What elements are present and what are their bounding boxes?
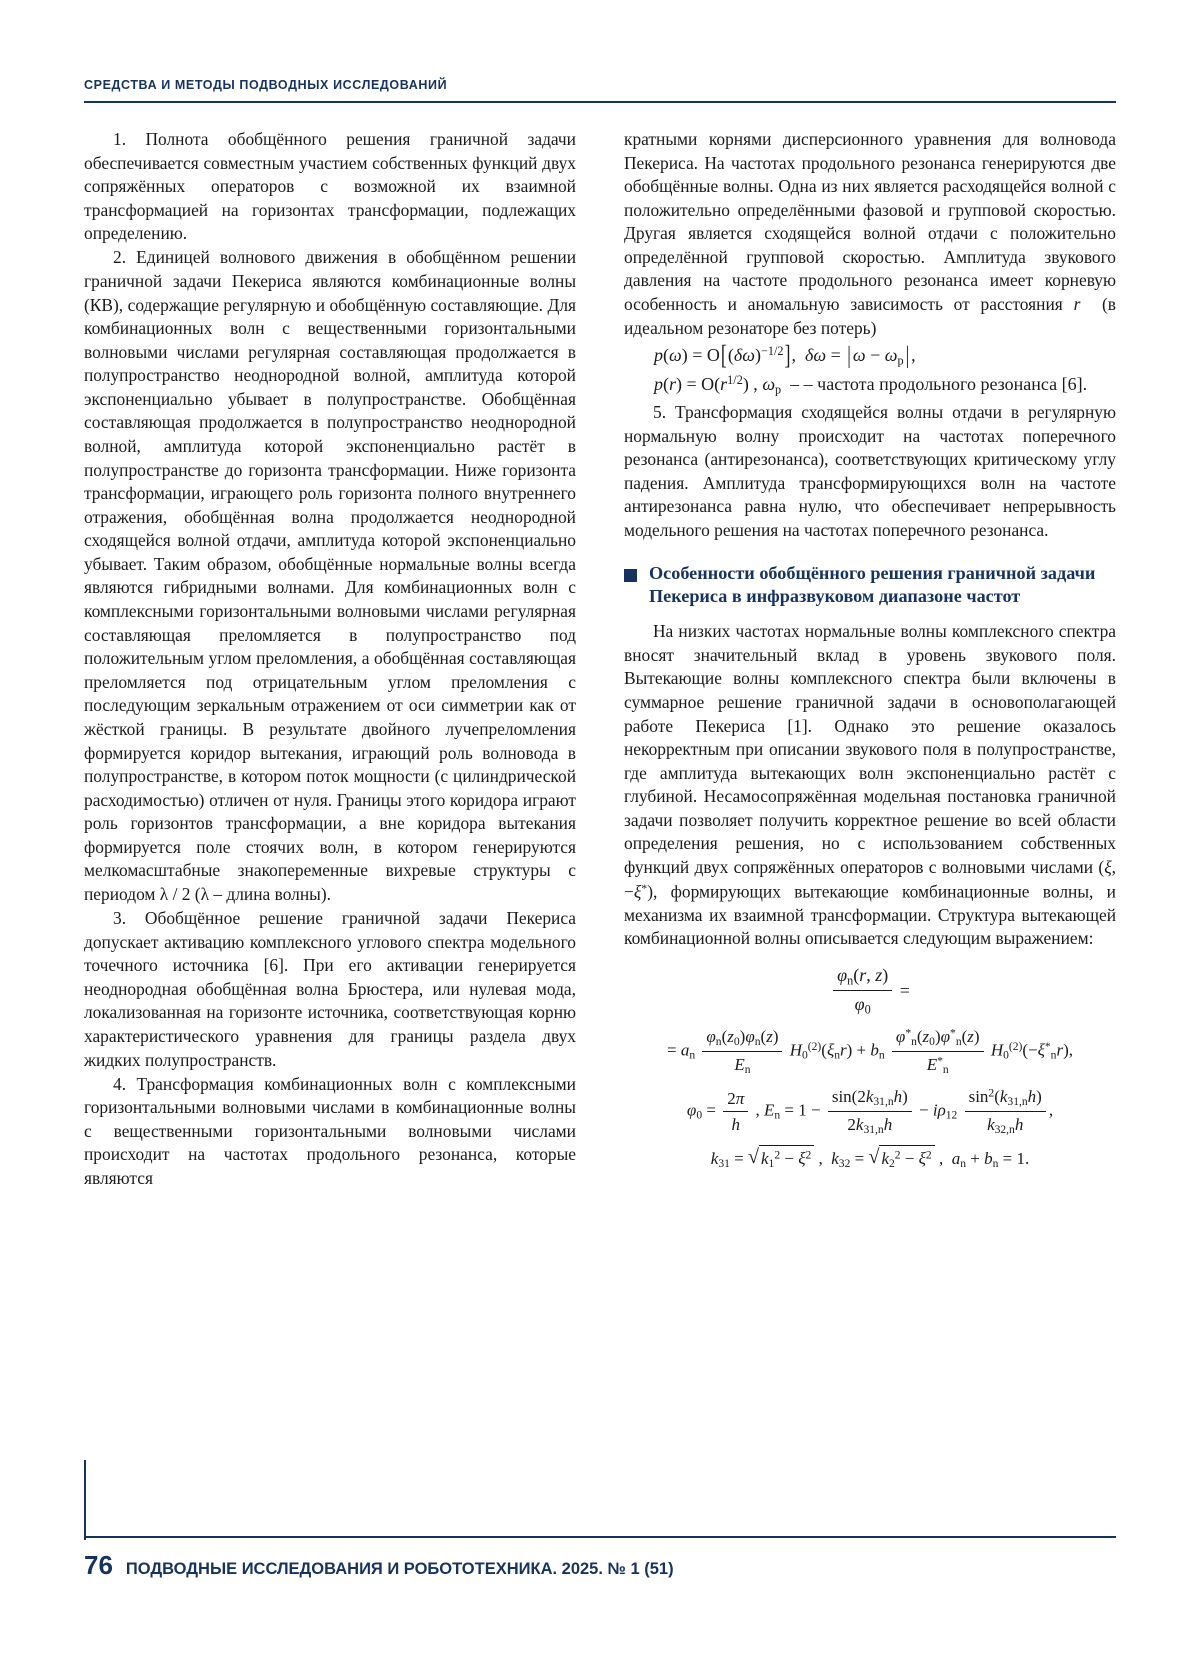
formula-phi-ratio: $\frac{\varphi_n(r, z)}{\varphi_0}$ = [624,963,1116,1018]
formula-main-expansion: = $a_n$ $\frac{\varphi_n(z_0)\varphi_n(z)}{E_n}$ $H_0^{(2)}(\xi_nr) + b_n$ $\frac{\varphi^*_n(z_0)\varphi^*_n(z)}{E^*_n}$ $H_0^{(2)}(-\xi^*_nr)$, [667,1026,1073,1077]
footer-side-rule [84,1460,86,1540]
formula-phi0-En: $\varphi_0$ = $\frac{2\pi}{h}$ , $E_n = 1$ − $\frac{\sin(2k_{31,n}h)}{2k_{31,n}h}$ − $i\rho_{12}$ $\frac{\sin^2(k_{31,n}h)}{k_{32,n}h}$ , [686,1086,1054,1136]
formula-amplitude: $p(\omega) = O[(\delta\omega)^{-1/2}]$, δω = | $\omega - \omega_p$ | , [654,340,916,371]
section-heading-text: Особенности обобщённого решения граничной задачи Пекериса в инфразвуковом диапазоне частот [649,562,1096,606]
formula-k31-k32: $k_{31}$ = √ $k_1^2 - \xi^2$ , $k_{32}$ = √ $k_2^2 - \xi^2$ , $a_n + b_n = 1$. [624,1145,1116,1172]
paragraph-text-tail: , формирующих вытекающие комбинационные волны, и механизма их взаимной трансформации. Структура вытекающей комбинационной волны описывается следующим выражением: [624,881,1116,949]
page-number: 76 [84,1550,113,1580]
paragraph-text-tail: (в идеальном резонаторе без потерь) [624,294,1116,338]
paragraph: 1. Полнота обобщённого решения граничной задачи обеспечивается совместным участием собственных функций двух сопряжённых операторов с возможной их взаимной трансформацией на горизонтах трансформации, подлежащих определению. [84,129,576,244]
right-column [624,128,1116,1178]
running-head: СРЕДСТВА И МЕТОДЫ ПОДВОДНЫХ ИССЛЕДОВАНИЙ [84,78,448,92]
paragraph: 5. Трансформация сходящейся волны отдачи в регулярную нормальную волну происходит на частотах поперечного резонанса (антирезонанса), соответствующих критическому углу падения. Амплитуда трансформирующихся волн на частоте антирезонанса равна нулю, что обеспечивает непрерывность модельного решения на частотах поперечного резонанса. [624,402,1116,541]
footer-divider [84,1536,1116,1538]
paragraph: 4. Трансформация комбинационных волн с комплексными горизонтальными волновыми числами в комбинационные волны с вещественными горизонтальными волновыми числами происходит на частотах продольного резонанса, которые являются [84,1073,576,1188]
paragraph: кратными корнями дисперсионного уравнения для волновода Пекериса. На частотах продольного резонанса генерируются две обобщённые волны. Одна из них является расходящейся волной с положительно определёнными фазовой и групповой скоростью. Другая является сходящейся волной отдачи с положительно определённой групповой скоростью. Амплитуда звукового давления на частоте продольного резонанса имеет корневую особенность и аномальную зависимость от расстояния r (в идеальном резонаторе без потерь) [624,129,1116,338]
paragraph-text: кратными корнями дисперсионного уравнения для волновода Пекериса. На частотах продольного резонанса генерируются две обобщённые волны. Одна из них является расходящейся волной с положительно определёнными фазовой и групповой скоростью. Другая является сходящейся волной отдачи с положительно определённой групповой скоростью. Амплитуда звукового давления на частоте продольного резонанса имеет корневую особенность и аномальную зависимость от расстояния [624,129,1116,315]
formula-caption: – частота продольного резонанса [6]. [803,374,1088,395]
paragraph: 3. Обобщённое решение граничной задачи Пекериса допускает активацию комплексного углового спектра модельного точечного источника [6]. При его активации генерируется неоднородная обобщённая волна Брюстера, или нулевая мода, локализованная на горизонте источника, соответствующая корню характеристического уравнения для границы раздела двух жидких полупространств. [84,908,576,1070]
section-heading [624,562,1116,609]
header-divider [84,101,1116,103]
paragraph: На низких частотах нормальные волны комплексного спектра вносят значительный вклад в уровень звукового поля. Вытекающие волны комплексного спектра были включены в суммарное решение граничной задачи в основополагающей работе Пекериса [1]. Однако это решение оказалось некорректным при описании звукового поля в полупространстве, где амплитуда вытекающих волн экспоненциально растёт с глубиной. Несамосопряжённая модельная постановка граничной задачи позволяет получить корректное решение во всей области определения решения, но с использованием собственных функций двух сопряжённых операторов с волновыми числами (ξ, −ξ*), формирующих вытекающие комбинационные волны, и механизма их взаимной трансформации. Структура вытекающей комбинационной волны описывается следующим выражением: [624,621,1116,949]
paragraph: 2. Единицей волнового движения в обобщённом решении граничной задачи Пекериса являются комбинационные волны (КВ), содержащие регулярную и обобщённую составляющие. Для комбинационных волн с вещественными горизонтальными волновыми числами регулярная составляющая продолжается в полупространство неоднородной волной, амплитуда которой экспоненциально убывает в полупространстве. Обобщённая составляющая продолжается в полупространство неоднородной волной, амплитуда которой экспоненциально растёт в полупространстве до горизонта трансформации. Ниже горизонта трансформации, играющего роль горизонта полного внутреннего отражения, обобщённая волна продолжается неоднородной сходящейся волной отдачи, амплитуда которой экспоненциально убывает. Таким образом, обобщённые нормальные волны всегда являются гибридными волнами. Для комбинационных волн с комплексными горизонтальными волновыми числами регулярная составляющая преломляется в полупространство под положительным углом преломления, а обобщённая составляющая преломляется под отрицательным углом преломления с последующим зеркальным отражением от оси симметрии как от жёсткой границы. В результате двойного лучепреломления формируется коридор вытекания, играющий роль волновода в полупространстве, в котором поток мощности (с цилиндрической расходимостью) отличен от нуля. Границы этого коридора играют роль горизонтов трансформации, а вне коридора вытекания формируется поле стоячих волн, в котором генерируются мелкомасштабные знакопеременные вихревые структуры с периодом λ / 2 (λ – длина волны). [84,247,576,904]
footer-journal-info: ПОДВОДНЫЕ ИССЛЕДОВАНИЯ И РОБОТОТЕХНИКА. 2025. № 1 (51) [125,1560,674,1578]
left-column [84,128,576,1191]
formula-p-r: $p(r) = O(r^{1/2})$ , $\omega_p$ – – частота продольного резонанса [6]. [654,373,1088,397]
paragraph-text: На низких частотах нормальные волны комплексного спектра вносят значительный вклад в уровень звукового поля. Вытекающие волны комплексного спектра были включены в суммарное решение граничной задачи в основополагающей работе Пекериса [1]. Однако это решение оказалось некорректным при описании звукового поля в полупространстве, где амплитуда вытекающих волн экспоненциально растёт с глубиной. Несамосопряжённая модельная постановка граничной задачи позволяет получить корректное решение во всей области определения решения, но с использованием собственных функций двух сопряжённых операторов с волновыми числами [624,621,1116,878]
square-bullet-icon [624,569,637,582]
footer [84,1550,674,1581]
